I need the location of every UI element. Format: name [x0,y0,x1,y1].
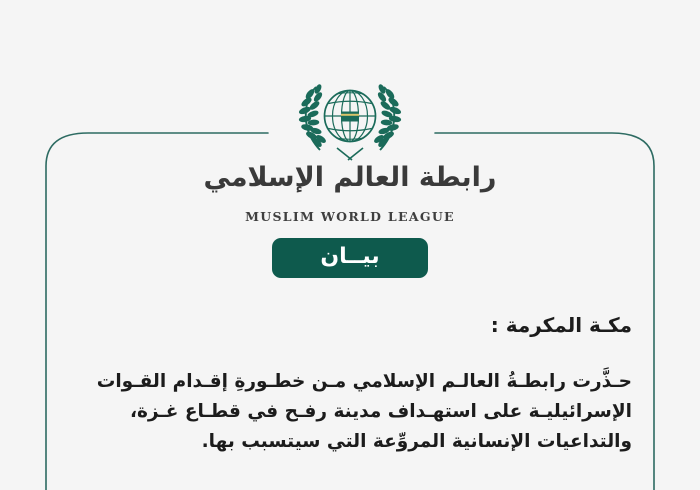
organization-name-arabic: رابطة العالم الإسلامي [203,162,497,193]
statement-badge-row [0,238,700,278]
statement-body [68,367,632,457]
statement-badge: بيــان [272,238,428,278]
statement-body-line: حـذَّرت رابطـةُ العالـم الإسلامي مـن خطـورةِ إقـدام القـوات [96,371,632,392]
dateline-location: مكـة المكرمة : [490,313,632,337]
kaaba-shape [341,112,359,122]
logo-emblem-container [0,78,700,164]
muslim-world-league-emblem-icon [294,78,406,164]
organization-name-latin: MUSLIM WORLD LEAGUE [245,209,455,224]
statement-body-line: والتداعيات الإنسانية المروِّعة التي سيتسبب بها. [201,431,632,452]
statement-body-line: الإسرائيليـة على استهـداف مدينة رفـح في قطـاع غـزة، [129,401,632,422]
